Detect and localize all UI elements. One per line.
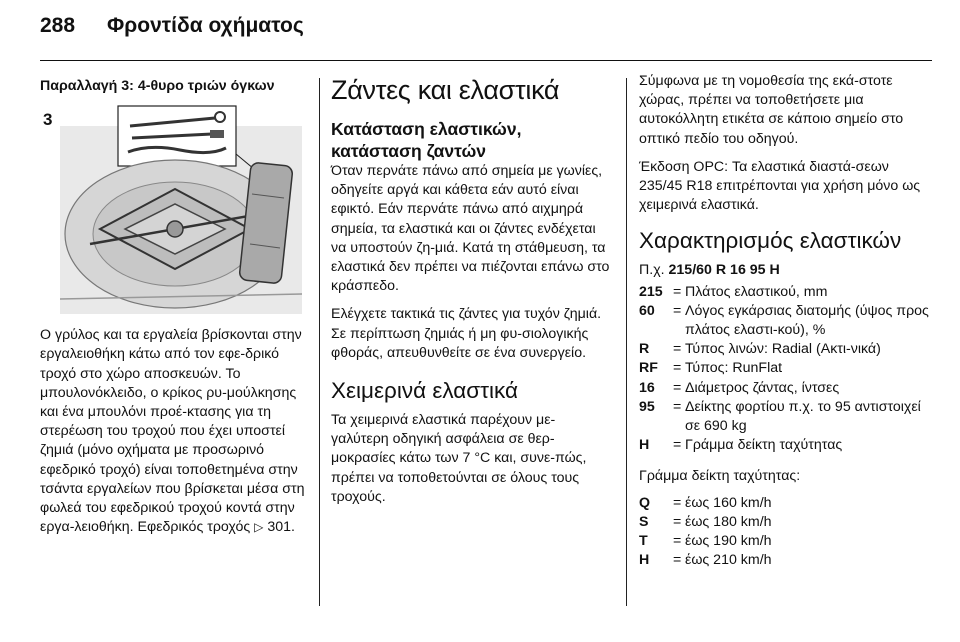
- running-title: Φροντίδα οχήματος: [107, 14, 304, 37]
- section-title-winter-tyres: Χειμερινά ελαστικά: [331, 378, 519, 404]
- definition-row: 215 = Πλάτος ελαστικού, mm: [639, 283, 828, 300]
- page-number: 288: [40, 14, 76, 37]
- speed-index-lead: Γράμμα δείκτη ταχύτητας:: [639, 468, 801, 485]
- speed-row: H = έως 210 km/h: [639, 552, 772, 569]
- speed-index-table: [639, 494, 929, 571]
- column-3: [639, 72, 929, 570]
- definition-row: RF = Τύπος: RunFlat: [639, 360, 783, 377]
- reference-arrow-icon: ▷: [254, 520, 264, 535]
- column-2: [331, 72, 611, 516]
- definition-row: H = Γράμμα δείκτη ταχύτητας: [639, 437, 843, 454]
- section-title-wheels-tyres: Ζάντες και ελαστικά: [331, 75, 560, 105]
- definition-row: R = Τύπος λινών: Radial (Ακτι-νικά): [639, 341, 881, 358]
- designation-example: Π.χ. 215/60 R 16 95 H: [639, 262, 780, 279]
- sticker-paragraph: Σύμφωνα με τη νομοθεσία της εκά-στοτε χώρας, πρέπει να τοποθετήσετε μια αυτοκόλλητη ετικέτα σε κάποιο σημείο στο οπτικό πεδίο του οδηγού.: [639, 73, 904, 147]
- designation-definitions: [639, 283, 929, 456]
- jack-toolkit-illustration: [40, 104, 302, 314]
- toolkit-paragraph: Ο γρύλος και τα εργαλεία βρίσκονται στην εργαλειοθήκη κάτω από τον εφε-δρικό τροχό στο χώρο αποσκευών. Το μπουλονόκλειδο, ο κρίκος ρυ-μούλκησης και ένα μπουλόνι προέ-κτασης για τη στερέωση του τροχού που έχει υποστεί ζημιά (μόνο οχήματα με προσωρινό εφεδρικό τροχό) είναι τοποθετημένα στην τσάντα εργαλείων που βρίσκεται μέσα στη φωλεά του εφεδρικού τροχού κοντά στην εργα-λειοθήκη. Εφεδρικός τροχός ▷ 301.: [40, 327, 305, 536]
- definition-row: 16 = Διάμετρος ζάντας, ίντσες: [639, 379, 840, 396]
- figure-number: 3: [43, 110, 53, 130]
- speed-row: S = έως 180 km/h: [639, 513, 772, 530]
- winter-paragraph: Τα χειμερινά ελαστικά παρέχουν με-γαλύτερη οδηγική ασφάλεια σε θερ-μοκρασίες κάτω των 7 °C και, συνε-πώς, πρέπει να τοποθετούνται σε όλους τους τροχούς.: [331, 412, 587, 505]
- column-divider-1: [319, 78, 320, 606]
- section-title-tyre-designation: Χαρακτηρισμός ελαστικών: [639, 228, 902, 254]
- subsection-title-condition: Κατάσταση ελαστικών, κατάσταση ζαντών: [331, 119, 522, 161]
- definition-row: 60 = Λόγος εγκάρσιας διατομής (ύψος προς πλάτος ελαστι-κού), %: [639, 302, 929, 339]
- speed-row: Q = έως 160 km/h: [639, 494, 772, 511]
- header-rule: [40, 60, 932, 61]
- reference-page: 301.: [267, 519, 295, 536]
- speed-row: T = έως 190 km/h: [639, 533, 772, 550]
- column-divider-2: [626, 78, 627, 606]
- condition-paragraph-2: Ελέγχετε τακτικά τις ζάντες για τυχόν ζημιά. Σε περίπτωση ζημιάς ή μη φυ-σιολογικής φθοράς, απευθυνθείτε σε ένα συνεργείο.: [331, 306, 602, 361]
- figure-caption: Παραλλαγή 3: 4-θυρο τριών όγκων: [40, 78, 275, 94]
- condition-paragraph-1: Όταν περνάτε πάνω από σημεία με γωνίες, οδηγείτε αργά και κάθετα εάν αυτό είναι εφικτό. Εάν περνάτε πάνω από αιχμηρά σημεία, τα ελαστικά και οι ζάντες ενδέχεται να υποστούν ζη-μιά. Κατά τη στάθμευση, τα ελαστικά δεν πρέπει να πιέζονται επάνω στο κράσπεδο.: [331, 163, 610, 295]
- definition-row: 95 = Δείκτης φορτίου π.χ. το 95 αντιστοιχεί σε 690 kg: [639, 398, 921, 435]
- page-header: [40, 14, 304, 54]
- toolkit-figure: [40, 104, 302, 314]
- column-1: [40, 72, 308, 546]
- example-code: 215/60 R 16 95 H: [668, 262, 780, 279]
- opc-paragraph: Έκδοση OPC: Τα ελαστικά διαστά-σεων 235/45 R18 επιτρέπονται για χρήση μόνο ως χειμερινά ελαστικά.: [639, 158, 921, 214]
